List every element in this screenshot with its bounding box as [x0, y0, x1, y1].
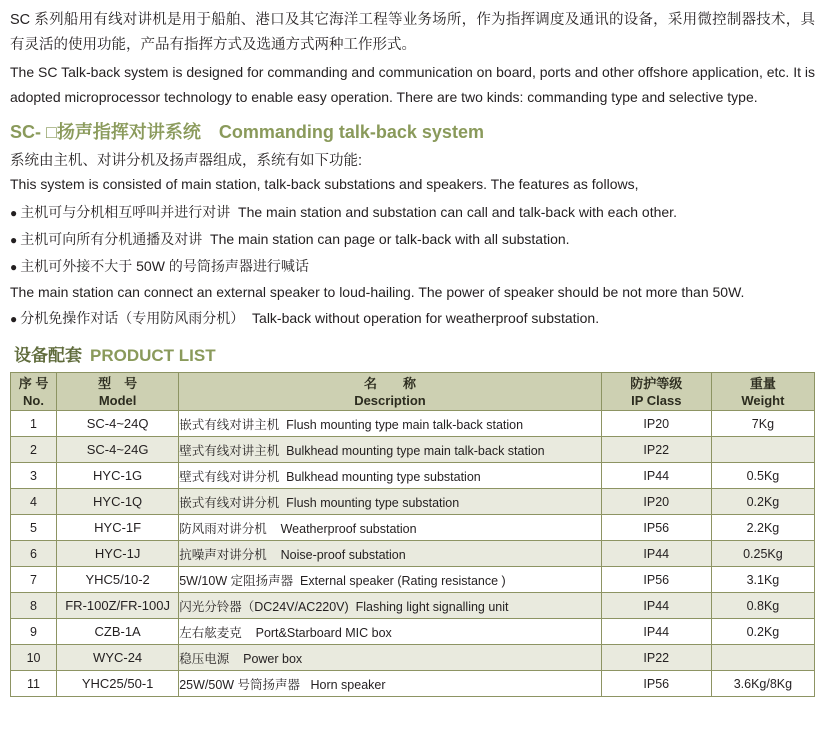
- cell-description-chinese: 左右舷麦克: [179, 625, 242, 640]
- cell-description-chinese: 防风雨对讲分机: [179, 521, 267, 536]
- cell-description: [179, 671, 602, 697]
- cell-description-english: Noise-proof substation: [280, 547, 406, 562]
- cell-ip-class: IP44: [601, 593, 711, 619]
- cell-weight: 0.8Kg: [711, 593, 814, 619]
- cell-no: 1: [11, 411, 57, 437]
- cell-description-english: External speaker (Rating resistance ): [300, 573, 506, 588]
- cell-weight: 0.2Kg: [711, 619, 814, 645]
- column-header-model: [57, 373, 179, 411]
- cell-description-chinese: 嵌式有线对讲主机: [179, 417, 280, 432]
- cell-model: YHC5/10-2: [57, 567, 179, 593]
- column-header-ip-class: [601, 373, 711, 411]
- cell-description: [179, 437, 602, 463]
- column-header-description-english: Description: [354, 392, 426, 408]
- cell-model: YHC25/50-1: [57, 671, 179, 697]
- cell-description: [179, 411, 602, 437]
- cell-description-chinese: 壁式有线对讲分机: [179, 469, 280, 484]
- section-lead-english: This system is consisted of main station, talk-back substations and speakers. The features as follows,: [10, 176, 639, 192]
- cell-description: [179, 489, 602, 515]
- section-title-english: Commanding talk-back system: [218, 122, 484, 142]
- column-header-no: [11, 373, 57, 411]
- cell-description: [179, 593, 602, 619]
- table-header-row: [11, 373, 815, 411]
- feature-bullet-4-chinese: 分机免操作对话（专用防风雨分机）: [20, 310, 245, 326]
- cell-ip-class: IP22: [601, 645, 711, 671]
- section-lead-chinese: 系统由主机、对讲分机及扬声器组成，系统有如下功能:: [10, 153, 363, 169]
- column-header-weight-english: Weight: [741, 392, 785, 408]
- feature-bullet-3-chinese: 主机可外接不大于 50W 的号筒扬声器进行喊话: [20, 258, 309, 274]
- column-header-model-chinese: 型 号: [98, 375, 138, 391]
- bullet-dot-icon: ●: [10, 260, 18, 274]
- cell-model: CZB-1A: [57, 619, 179, 645]
- column-header-no-english: No.: [23, 392, 44, 408]
- column-header-description: [179, 373, 602, 411]
- table-row: [11, 567, 815, 593]
- cell-weight: 0.5Kg: [711, 463, 814, 489]
- cell-description-english: Bulkhead mounting type main talk-back station: [286, 443, 545, 458]
- feature-bullet-4: [10, 306, 815, 331]
- feature-bullet-3-english: The main station can connect an external speaker to loud-hailing. The power of speaker should be not more than 50W.: [10, 284, 745, 300]
- cell-no: 7: [11, 567, 57, 593]
- cell-no: 6: [11, 541, 57, 567]
- section-title: [10, 118, 815, 144]
- table-row: [11, 671, 815, 697]
- feature-bullet-2-chinese: 主机可向所有分机通播及对讲: [20, 231, 203, 247]
- cell-ip-class: IP44: [601, 463, 711, 489]
- cell-description-english: Flashing light signalling unit: [355, 599, 509, 614]
- cell-description-english: Horn speaker: [310, 677, 386, 692]
- cell-ip-class: IP22: [601, 437, 711, 463]
- cell-description-chinese: 嵌式有线对讲分机: [179, 495, 280, 510]
- column-header-ip-class-english: IP Class: [631, 392, 682, 408]
- cell-weight: [711, 437, 814, 463]
- cell-no: 2: [11, 437, 57, 463]
- cell-ip-class: IP44: [601, 619, 711, 645]
- table-row: [11, 619, 815, 645]
- table-row: [11, 593, 815, 619]
- product-list-heading-english: PRODUCT LIST: [90, 346, 216, 365]
- cell-weight: 7Kg: [711, 411, 814, 437]
- cell-description-english: Flush mounting type main talk-back station: [286, 417, 524, 432]
- cell-description-chinese: 壁式有线对讲主机: [179, 443, 280, 458]
- cell-weight: 2.2Kg: [711, 515, 814, 541]
- cell-ip-class: IP56: [601, 671, 711, 697]
- bullet-dot-icon: ●: [10, 312, 18, 326]
- cell-description-chinese: 抗噪声对讲分机: [179, 547, 267, 562]
- feature-bullet-3: [10, 254, 815, 279]
- feature-bullet-2: [10, 227, 815, 252]
- cell-no: 3: [11, 463, 57, 489]
- cell-description-chinese: 稳压电源: [179, 651, 230, 666]
- cell-model: HYC-1J: [57, 541, 179, 567]
- product-list-table: [10, 372, 815, 697]
- table-row: [11, 645, 815, 671]
- cell-description: [179, 515, 602, 541]
- cell-no: 10: [11, 645, 57, 671]
- cell-description-chinese: 5W/10W 定阻扬声器: [179, 573, 294, 588]
- cell-model: HYC-1F: [57, 515, 179, 541]
- cell-description: [179, 567, 602, 593]
- table-row: [11, 437, 815, 463]
- feature-bullet-1-english: The main station and substation can call and talk-back with each other.: [238, 204, 677, 220]
- cell-description: [179, 463, 602, 489]
- bullet-dot-icon: ●: [10, 206, 18, 220]
- cell-no: 5: [11, 515, 57, 541]
- cell-model: HYC-1G: [57, 463, 179, 489]
- table-body: [11, 411, 815, 697]
- column-header-description-chinese: 名 称: [363, 375, 416, 391]
- column-header-weight-chinese: 重量: [749, 375, 776, 391]
- cell-description-chinese: 闪光分铃器（DC24V/AC220V): [179, 599, 349, 614]
- cell-description-english: Power box: [243, 651, 303, 666]
- feature-bullet-2-english: The main station can page or talk-back with all substation.: [210, 231, 570, 247]
- cell-model: FR-100Z/FR-100J: [57, 593, 179, 619]
- table-row: [11, 463, 815, 489]
- table-row: [11, 541, 815, 567]
- product-list-heading: [14, 341, 815, 366]
- bullet-dot-icon: ●: [10, 233, 18, 247]
- column-header-model-english: Model: [98, 392, 137, 408]
- cell-description: [179, 619, 602, 645]
- cell-ip-class: IP44: [601, 541, 711, 567]
- cell-weight: 0.2Kg: [711, 489, 814, 515]
- cell-weight: [711, 645, 814, 671]
- table-row: [11, 489, 815, 515]
- cell-description-english: Bulkhead mounting type substation: [286, 469, 481, 484]
- cell-no: 8: [11, 593, 57, 619]
- cell-model: SC-4~24G: [57, 437, 179, 463]
- cell-ip-class: IP20: [601, 489, 711, 515]
- feature-bullet-4-english: Talk-back without operation for weatherproof substation.: [252, 310, 600, 326]
- section-title-chinese: SC- □扬声指挥对讲系统: [10, 122, 201, 142]
- product-list-heading-chinese: 设备配套: [14, 346, 82, 365]
- cell-no: 9: [11, 619, 57, 645]
- cell-description-english: Flush mounting type substation: [286, 495, 460, 510]
- cell-no: 11: [11, 671, 57, 697]
- cell-description: [179, 645, 602, 671]
- cell-description: [179, 541, 602, 567]
- table-row: [11, 515, 815, 541]
- cell-description-english: Weatherproof substation: [280, 521, 417, 536]
- feature-bullet-1: [10, 200, 815, 225]
- cell-model: SC-4~24Q: [57, 411, 179, 437]
- feature-bullet-1-chinese: 主机可与分机相互呼叫并进行对讲: [20, 204, 231, 220]
- cell-description-english: Port&Starboard MIC box: [255, 625, 392, 640]
- cell-ip-class: IP56: [601, 515, 711, 541]
- cell-no: 4: [11, 489, 57, 515]
- intro-paragraph-english: The SC Talk-back system is designed for commanding and communication on board, ports and other offshore application, etc. It is adopted microprocessor technology to enable easy operation. There are two kinds: commanding type and selective type.: [10, 64, 815, 105]
- column-header-ip-class-chinese: 防护等级: [630, 375, 683, 391]
- cell-model: WYC-24: [57, 645, 179, 671]
- column-header-weight: [711, 373, 814, 411]
- column-header-no-chinese: 序 号: [18, 375, 49, 391]
- cell-weight: 0.25Kg: [711, 541, 814, 567]
- intro-paragraph-chinese: SC 系列船用有线对讲机是用于船舶、港口及其它海洋工程等业务场所，作为指挥调度及通讯的设备，采用微控制器技术，具有灵活的使用功能，产品有指挥方式及选通方式两种工作形式。: [10, 12, 815, 53]
- cell-ip-class: IP20: [601, 411, 711, 437]
- cell-model: HYC-1Q: [57, 489, 179, 515]
- cell-weight: 3.6Kg/8Kg: [711, 671, 814, 697]
- table-row: [11, 411, 815, 437]
- cell-weight: 3.1Kg: [711, 567, 814, 593]
- cell-description-chinese: 25W/50W 号筒扬声器: [179, 677, 301, 692]
- cell-ip-class: IP56: [601, 567, 711, 593]
